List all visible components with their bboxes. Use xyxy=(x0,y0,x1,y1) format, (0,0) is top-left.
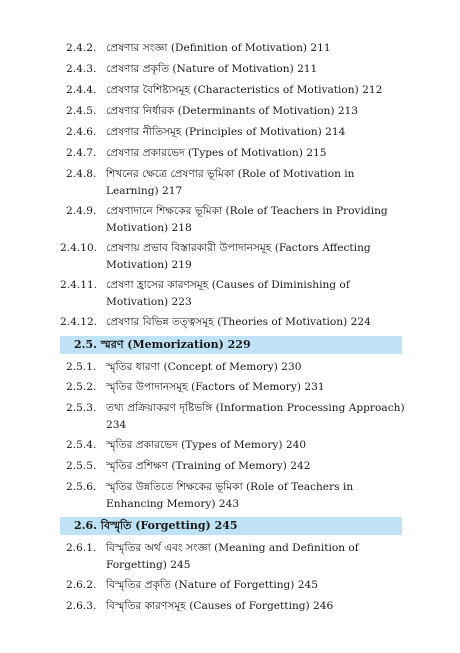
section-heading-2-5: 2.5. স্মরণ (Memorization) 229 xyxy=(60,336,402,354)
toc-page: 2.4.2. প্রেষণার সংজ্ঞা (Definition of Motivation) 211 2.4.3. প্রেষণার প্রকৃতি (Nature of Motivation) 211 2.4.4. প্রেষণার বৈশিষ্ট্যসমূহ (Characteristics of Motivation) 212 2.4.5. প্রেষণার নির্ধারক (Determinants of Motivation) 213 2.4.6. প্রেষণার নীতিসমূহ (Principles of Motivation) 214 2.4.7. প্রেষণার প্রকারভেদ (Types of Motivation) 215 2.4.8. শিখনের ক্ষেত্রে প্রেষণার ভূমিকা (Role of Motivation in Learning) 217 2.4.9. প্রেষণাদানে শিক্ষকের ভূমিকা (Role of Teachers in Providing Motivation) 218 2.4.10. প্রেষণায় প্রভাব বিস্তারকারী উপাদানসমূহ (Factors Affecting Motivation) 219 2.4.11. প্রেষণা হ্রাসের কারণসমূহ (Causes of Diminishing of Motivation) 223 2.4.12. প্রেষণার বিভিন্ন তত্ত্বসমূহ (Theories of Motivation) 224 2.5. স্মরণ (Memorization) 229 2.5.1. স্মৃতির ধারণা (Concept of Memory) 230 2.5.2. স্মৃতির উপাদানসমূহ (Factors of Memory) 231 2.5.3. তথ্য প্রক্রিয়াকরণ দৃষ্টিভঙ্গি (Information Processing Approach) 234 2.5.4. স্মৃতির প্রকারভেদ (Types of Memory) 240 2.5.5. স্মৃতির প্রশিক্ষণ (Training of Memory) 242 2.5.6. স্মৃতির উন্নতিতে শিক্ষকের ভূমিকা (Role of Teachers in Enhancing Memory) 243 2.6. বিস্মৃতি (Forgetting) 245 2.6.1. বিস্মৃতির অর্থ এবং সংজ্ঞা (Meaning and Definition of Forgetting) 245 2.6.2. বিস্মৃতির প্রকৃতি (Nature of Forgetting) 245 2.6.3. বিস্মৃতির কারণসমূহ (Causes of Forgetting) 246 xyxy=(60,42,405,612)
section-heading-2-6: 2.6. বিস্মৃতি (Forgetting) 245 xyxy=(60,517,402,535)
